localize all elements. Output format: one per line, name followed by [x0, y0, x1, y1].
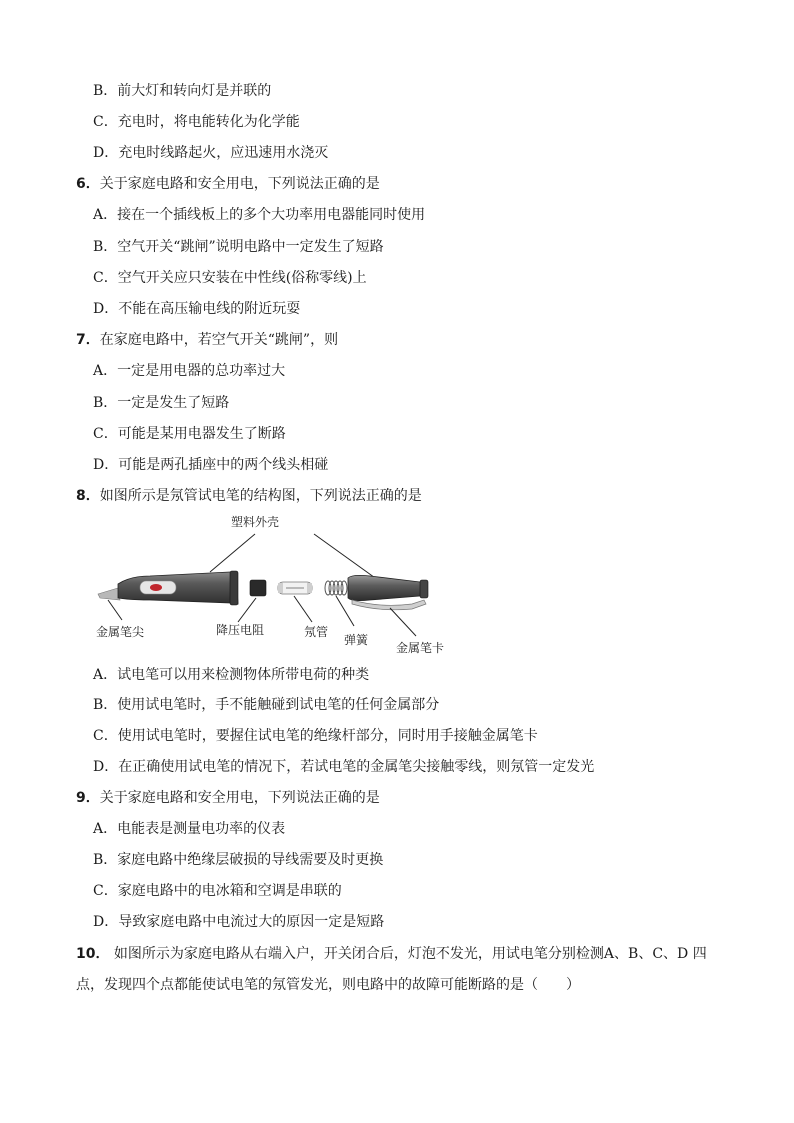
- question-7-stem: [76, 330, 338, 350]
- q7-option-a: A．一定是用电器的总功率过大: [93, 363, 286, 379]
- leader-line: [210, 534, 255, 572]
- question-number: 7．: [76, 332, 100, 348]
- question-9-stem: [76, 788, 380, 808]
- q8-option-d: D．在正确使用试电笔的情况下，若试电笔的金属笔尖接触零线，则氖管一定发光: [93, 759, 595, 775]
- leader-line: [390, 608, 416, 636]
- q9-option-d: D．导致家庭电路中电流过大的原因一定是短路: [93, 914, 385, 930]
- question-text: 关于家庭电路和安全用电，下列说法正确的是: [99, 176, 380, 192]
- question-10-stem: [76, 944, 707, 964]
- q5-option-d: D．充电时线路起火，应迅速用水浇灭: [93, 145, 329, 161]
- q6-option-c: C．空气开关应只安装在中性线(俗称零线)上: [93, 270, 367, 286]
- question-6-stem: [76, 174, 380, 194]
- label-resistor: 降压电阻: [215, 623, 265, 637]
- pen-body: [98, 571, 238, 605]
- q8-option-b: B．使用试电笔时，手不能触碰到试电笔的任何金属部分: [93, 697, 440, 713]
- indicator-dot: [150, 584, 162, 591]
- test-pen-diagram: [90, 512, 445, 660]
- question-10-stem-continued: 点，发现四个点都能使试电笔的氖管发光，则电路中的故障可能断路的是（ ）: [76, 977, 580, 993]
- q7-option-d: D．可能是两孔插座中的两个线头相碰: [93, 457, 329, 473]
- q6-option-a: A．接在一个插线板上的多个大功率用电器能同时使用: [93, 207, 426, 223]
- question-text: 在家庭电路中，若空气开关“跳闸”，则: [99, 332, 339, 348]
- q6-option-b: B．空气开关“跳闸”说明电路中一定发生了短路: [93, 239, 384, 255]
- leader-line: [336, 596, 354, 626]
- question-number: 10．: [76, 946, 110, 962]
- label-metal-tip: 金属笔尖: [95, 625, 145, 639]
- label-neon-tube: 氖管: [303, 625, 329, 639]
- question-text: 关于家庭电路和安全用电，下列说法正确的是: [99, 790, 380, 806]
- metal-tip-shape: [98, 588, 120, 600]
- question-text: 如图所示是氖管试电笔的结构图，下列说法正确的是: [99, 488, 422, 504]
- pen-cap: [348, 575, 428, 609]
- question-number: 9．: [76, 790, 100, 806]
- question-8-stem: [76, 486, 422, 506]
- q8-option-c: C．使用试电笔时，要握住试电笔的绝缘杆部分，同时用手接触金属笔卡: [93, 728, 538, 744]
- q7-option-c: C．可能是某用电器发生了断路: [93, 426, 286, 442]
- leader-line: [314, 534, 378, 580]
- resistor-shape: [250, 580, 266, 596]
- label-metal-clip: 金属笔卡: [395, 641, 445, 655]
- q7-option-b: B．一定是发生了短路: [93, 395, 230, 411]
- q5-option-c: C．充电时，将电能转化为化学能: [93, 114, 300, 130]
- label-spring: 弹簧: [343, 633, 369, 647]
- question-number: 6．: [76, 176, 100, 192]
- question-text: 如图所示为家庭电路从右端入户，开关闭合后，灯泡不发光，用试电笔分别检测A、B、C、D 四: [109, 946, 707, 962]
- q5-option-b: B．前大灯和转向灯是并联的: [93, 83, 272, 99]
- q6-option-d: D．不能在高压输电线的附近玩耍: [93, 301, 301, 317]
- q9-option-b: B．家庭电路中绝缘层破损的导线需要及时更换: [93, 852, 384, 868]
- pen-shell-shape: [118, 572, 238, 604]
- leader-line: [238, 598, 256, 622]
- q8-option-a: A．试电笔可以用来检测物体所带电荷的种类: [93, 667, 370, 683]
- spring-shape: [325, 581, 347, 595]
- leader-line: [294, 596, 312, 622]
- label-plastic-shell: 塑料外壳: [230, 515, 280, 529]
- leader-line: [108, 600, 122, 620]
- clip-shape: [352, 600, 426, 610]
- neon-tube-shape: [278, 582, 312, 594]
- q9-option-a: A．电能表是测量电功率的仪表: [93, 821, 286, 837]
- question-number: 8．: [76, 488, 100, 504]
- q9-option-c: C．家庭电路中的电冰箱和空调是串联的: [93, 883, 342, 899]
